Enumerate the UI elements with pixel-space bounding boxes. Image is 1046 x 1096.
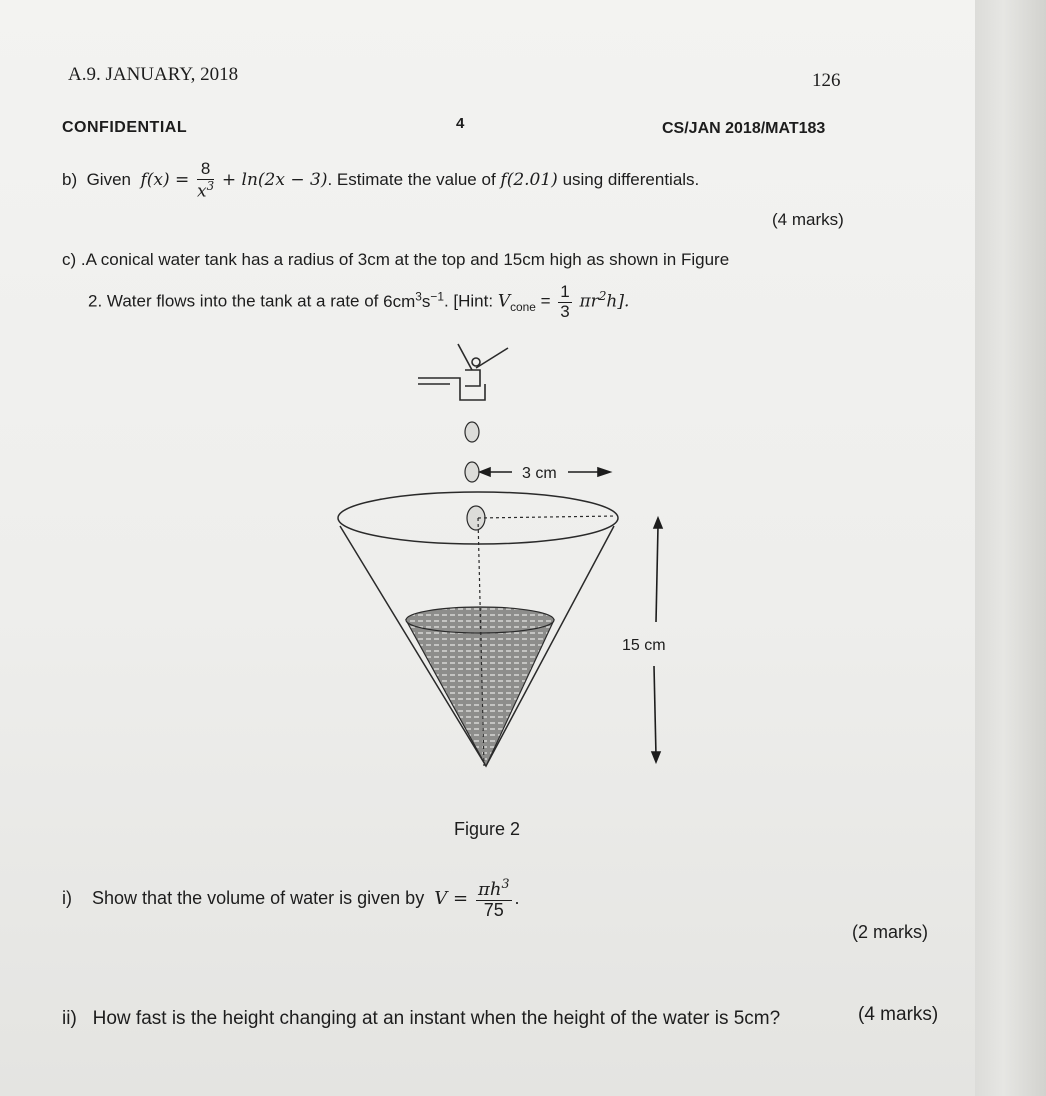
question-b-estimate: . Estimate the value of <box>327 170 496 189</box>
hint-equals: = <box>540 291 551 311</box>
part-i-denominator: 75 <box>483 900 504 921</box>
question-b-method: using differentials. <box>562 170 700 189</box>
part-i-numerator: πh <box>478 879 502 901</box>
underlying-sheet-edge <box>975 0 1046 1096</box>
part-ii-marks: (4 marks) <box>858 1004 939 1025</box>
course-code: CS/JAN 2018/MAT183 <box>662 120 826 137</box>
question-c-text-line2: 2. Water flows into the tank at a rate of <box>88 291 379 311</box>
part-ii-label: ii) <box>62 1008 77 1029</box>
part-i-text: Show that the volume of water is given by <box>92 888 425 908</box>
function-name: f(x) = <box>140 170 190 190</box>
fraction-denominator-exponent: 3 <box>206 178 215 193</box>
question-b-label: b) <box>62 170 78 189</box>
page-number: 4 <box>456 115 465 132</box>
question-c-line2 <box>88 276 629 327</box>
fraction-denominator: x <box>196 181 207 202</box>
hint-fraction <box>558 283 571 321</box>
part-i-marks: (2 marks) <box>852 922 928 942</box>
question-b-given: Given <box>86 170 131 189</box>
flow-rate-exp1: 3 <box>415 289 422 303</box>
flow-rate <box>383 289 444 311</box>
part-i-label: i) <box>62 888 72 908</box>
hint-label: . [Hint: <box>443 291 494 311</box>
question-b-marks: (4 marks) <box>772 210 844 229</box>
part-ii <box>62 1008 780 1030</box>
exam-reference: A.9. JANUARY, 2018 <box>68 64 239 85</box>
part-ii-text: How fast is the height changing at an instant when the height of the water is 5cm? <box>92 1008 781 1029</box>
question-b <box>62 160 699 201</box>
confidential-label: CONFIDENTIAL <box>62 119 188 136</box>
flow-rate-base: 6cm <box>383 291 416 311</box>
hint-fraction-denominator: 3 <box>560 301 570 321</box>
hint-volume-subscript: cone <box>510 300 536 315</box>
figure-caption: Figure 2 <box>454 819 521 839</box>
hint-fraction-numerator: 1 <box>560 281 570 301</box>
fraction-numerator: 8 <box>197 160 214 180</box>
estimate-expression: f(2.01) <box>500 170 558 190</box>
hint-end: h]. <box>606 291 630 312</box>
part-i-numerator-exponent: 3 <box>501 876 510 892</box>
height-label: 15 cm <box>622 637 666 654</box>
part-i-lhs: V = <box>434 888 469 909</box>
question-c-label: c) <box>62 250 77 269</box>
water-drops <box>465 422 485 530</box>
hint-volume: V <box>497 291 511 312</box>
hint-tail: πr <box>579 291 599 312</box>
tap-icon <box>418 344 508 400</box>
function-fraction <box>197 160 214 201</box>
cone-tank-figure <box>330 330 700 780</box>
function-tail: + ln(2x − 3) <box>221 170 328 190</box>
question-c-text-line1: .A conical water tank has a radius of 3cm at the top and 15cm high as shown in Figure <box>80 250 730 269</box>
part-i <box>62 872 520 925</box>
hint-tail-exponent: 2 <box>598 289 607 303</box>
question-c-line1 <box>62 250 729 270</box>
radius-label: 3 cm <box>522 465 557 482</box>
flow-rate-unit: s <box>421 291 431 311</box>
flow-rate-exp2: −1 <box>430 289 444 303</box>
cone-radius-line <box>478 516 616 518</box>
part-i-fraction <box>476 877 511 921</box>
water-volume <box>406 607 554 766</box>
handwritten-page-number: 126 <box>812 70 841 91</box>
part-i-end: . <box>514 888 520 908</box>
